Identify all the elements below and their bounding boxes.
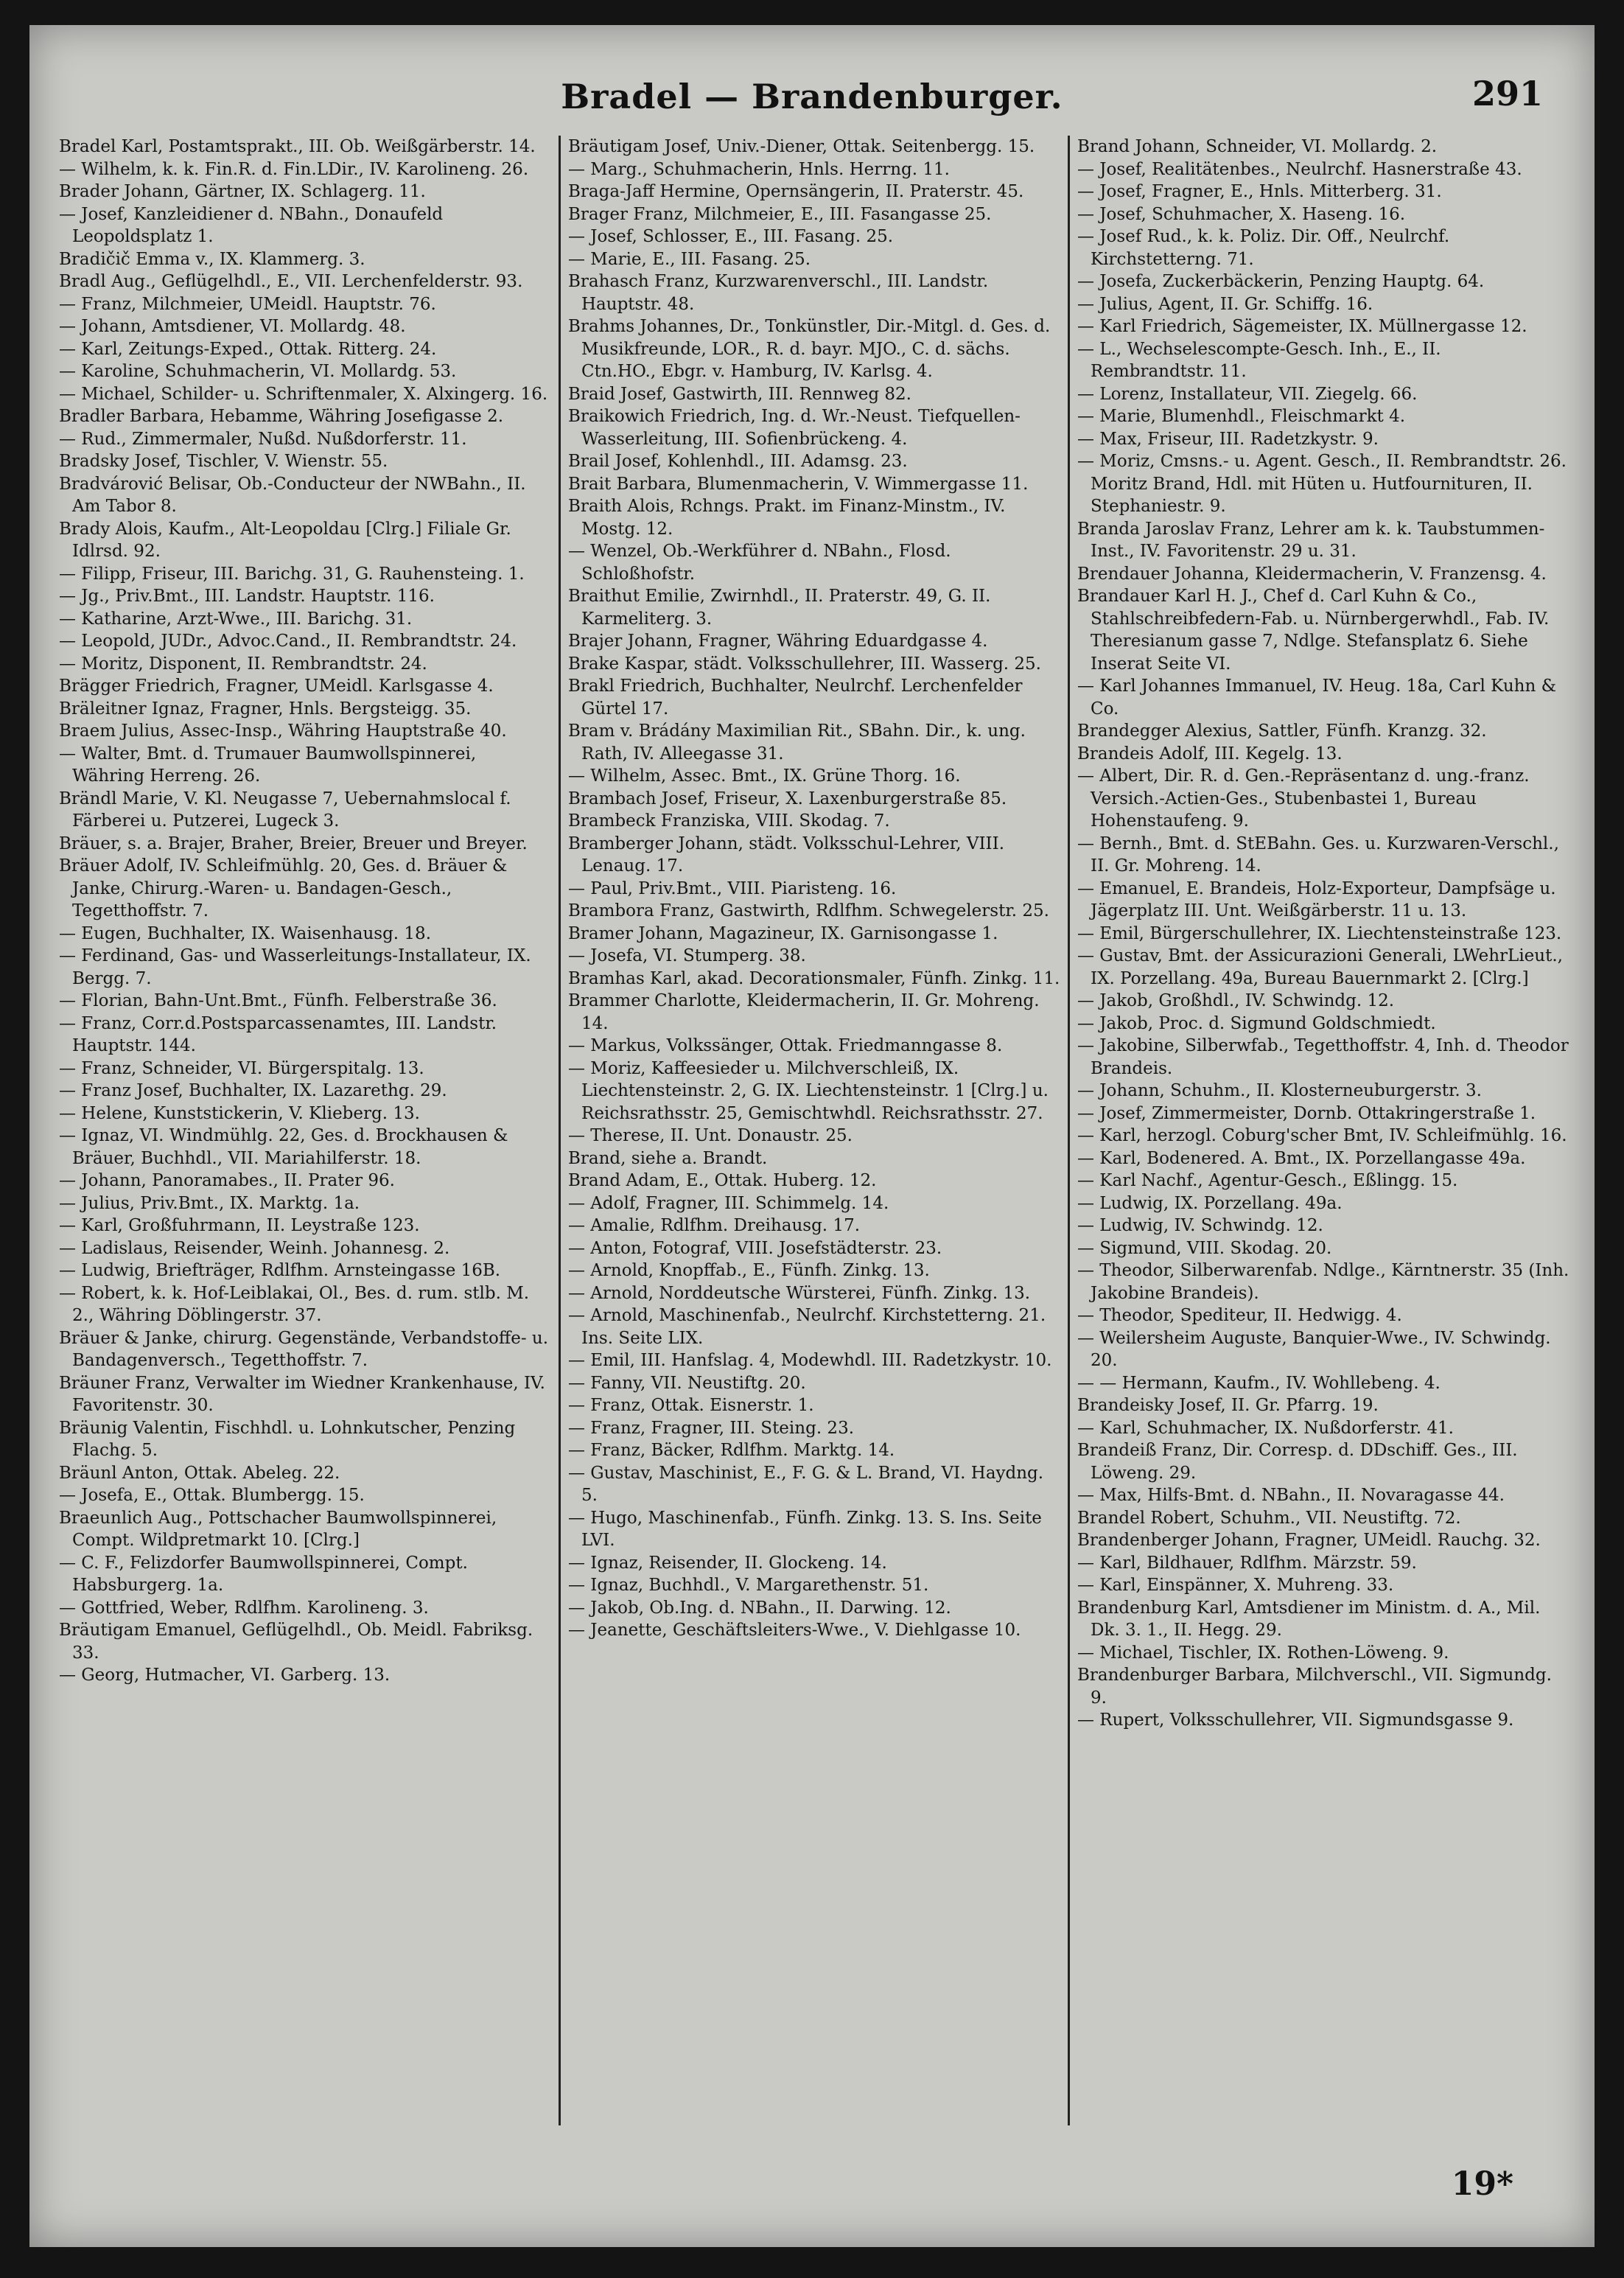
directory-entry: — Ludwig, IX. Porzellang. 49a. [1077, 1193, 1343, 1213]
directory-entry: Brandel Robert, Schuhm., VII. Neustiftg. 72. [1077, 1508, 1461, 1528]
directory-entry: Bräleitner Ignaz, Fragner, Hnls. Bergsteigg. 35. [59, 699, 472, 719]
directory-entry: — Ignaz, Buchhdl., V. Margarethenstr. 51. [568, 1576, 929, 1595]
directory-entry: — Karl, Bodenered. A. Bmt., IX. Porzellangasse 49a. [1077, 1148, 1526, 1168]
column-right [1070, 136, 1577, 2125]
directory-entry: — Albert, Dir. R. d. Gen.-Repräsentanz d. ung.-franz. Versich.-Actien-Ges., Stubenbastei 1, Bureau Hohenstaufeng. 9. [1077, 766, 1530, 831]
directory-entry: — — Hermann, Kaufm., IV. Wohllebeng. 4. [1077, 1373, 1441, 1393]
directory-entry: — Ludwig, IV. Schwindg. 12. [1077, 1216, 1323, 1235]
directory-entry: — Karl, Einspänner, X. Muhreng. 33. [1077, 1576, 1394, 1595]
directory-entry: — Sigmund, VIII. Skodag. 20. [1077, 1238, 1332, 1258]
directory-entry: Bradel Karl, Postamtsprakt., III. Ob. Weißgärberstr. 14. [59, 137, 536, 156]
directory-entry: Brand Johann, Schneider, VI. Mollardg. 2. [1077, 137, 1438, 156]
directory-entry: Brandeiß Franz, Dir. Corresp. d. DDschiff. Ges., III. Löweng. 29. [1077, 1441, 1518, 1483]
directory-entry: — Jg., Priv.Bmt., III. Landstr. Hauptstr. 116. [59, 587, 435, 606]
directory-entry: — Josef Rud., k. k. Poliz. Dir. Off., Neulrchf. Kirchstetterng. 71. [1077, 227, 1450, 269]
directory-entry: Brendauer Johanna, Kleidermacherin, V. Franzensg. 4. [1077, 564, 1547, 584]
directory-entry: — Josef, Zimmermeister, Dornb. Ottakringerstraße 1. [1077, 1103, 1536, 1123]
directory-entry: Braid Josef, Gastwirth, III. Rennweg 82. [568, 384, 911, 404]
directory-entry: — Karoline, Schuhmacherin, VI. Mollardg. 53. [59, 362, 457, 381]
column-middle [561, 136, 1070, 2125]
directory-entry: — Florian, Bahn-Unt.Bmt., Fünfh. Felberstraße 36. [59, 991, 497, 1010]
directory-entry: Brambora Franz, Gastwirth, Rdlfhm. Schwegelerstr. 25. [568, 901, 1049, 920]
directory-entry: — Theodor, Silberwarenfab. Ndlge., Kärntnerstr. 35 (Inh. Jakobine Brandeis). [1077, 1261, 1569, 1303]
directory-entry: — Jakob, Proc. d. Sigmund Goldschmiedt. [1077, 1013, 1436, 1033]
directory-entry: — Michael, Tischler, IX. Rothen-Löweng. 9. [1077, 1643, 1449, 1663]
directory-entry: Braga-Jaff Hermine, Opernsängerin, II. Praterstr. 45. [568, 182, 1024, 201]
directory-entry: Brait Barbara, Blumenmacherin, V. Wimmergasse 11. [568, 474, 1029, 494]
directory-entry: Brady Alois, Kaufm., Alt-Leopoldau [Clrg.] Filiale Gr. Idlrsd. 92. [59, 519, 511, 561]
directory-entry: — Karl, Schuhmacher, IX. Nußdorferstr. 41. [1077, 1418, 1454, 1438]
directory-entry: Bradičič Emma v., IX. Klammerg. 3. [59, 249, 365, 269]
directory-entry: Bräuer & Janke, chirurg. Gegenstände, Verbandstoffe- u. Bandagenversch., Tegetthoffstr. 7. [59, 1328, 549, 1370]
directory-entry: Brahasch Franz, Kurzwarenverschl., III. Landstr. Hauptstr. 48. [568, 272, 989, 314]
directory-entry: — Franz, Milchmeier, UMeidl. Hauptstr. 76. [59, 294, 436, 314]
directory-entry: — Franz, Bäcker, Rdlfhm. Marktg. 14. [568, 1441, 895, 1460]
directory-entry: — Anton, Fotograf, VIII. Josefstädterstr. 23. [568, 1238, 942, 1258]
directory-entry: — Franz, Fragner, III. Steing. 23. [568, 1418, 855, 1438]
directory-entry: — Leopold, JUDr., Advoc.Cand., II. Rembrandtstr. 24. [59, 632, 517, 651]
directory-entry: Braith Alois, Rchngs. Prakt. im Finanz-Minstm., IV. Mostg. 12. [568, 497, 1006, 539]
directory-entry: Brand Adam, E., Ottak. Huberg. 12. [568, 1171, 877, 1190]
directory-entry: Brambeck Franziska, VIII. Skodag. 7. [568, 811, 890, 831]
directory-entry: — L., Wechselescompte-Gesch. Inh., E., II. Rembrandtstr. 11. [1077, 339, 1441, 381]
directory-page [29, 25, 1595, 2247]
directory-entry: — Georg, Hutmacher, VI. Garberg. 13. [59, 1666, 391, 1685]
directory-entry: Bradl Aug., Geflügelhdl., E., VII. Lerchenfelderstr. 93. [59, 272, 523, 291]
directory-entry: — Marie, E., III. Fasang. 25. [568, 249, 811, 269]
directory-entry: — Robert, k. k. Hof-Leiblakai, Ol., Bes. d. rum. stlb. M. 2., Währing Döblingerstr. 37. [59, 1283, 530, 1325]
directory-entry: — Gustav, Bmt. der Assicurazioni Generali, LWehrLieut., IX. Porzellang. 49a, Bureau Bauernmarkt 2. [Clrg.] [1077, 946, 1563, 988]
directory-entry: — Karl Friedrich, Sägemeister, IX. Müllnergasse 12. [1077, 317, 1527, 336]
directory-entry: Bräunl Anton, Ottak. Abeleg. 22. [59, 1463, 340, 1483]
directory-entry: — Karl, Großfuhrmann, II. Leystraße 123. [59, 1216, 420, 1235]
directory-entry: Brader Johann, Gärtner, IX. Schlagerg. 11. [59, 182, 426, 201]
directory-entry: — Rupert, Volksschullehrer, VII. Sigmundsgasse 9. [1077, 1711, 1514, 1730]
directory-entry: — Michael, Schilder- u. Schriftenmaler, X. Alxingerg. 16. [59, 384, 548, 404]
directory-entry: Brandeisky Josef, II. Gr. Pfarrg. 19. [1077, 1396, 1379, 1415]
directory-entry: — Franz, Corr.d.Postsparcassenamtes, III. Landstr. Hauptstr. 144. [59, 1013, 497, 1055]
directory-entry: Bram v. Brádány Maximilian Rit., SBahn. Dir., k. ung. Rath, IV. Alleegasse 31. [568, 722, 1026, 764]
directory-entry: — Josef, Schlosser, E., III. Fasang. 25. [568, 227, 894, 246]
directory-entry: Brandeis Adolf, III. Kegelg. 13. [1077, 744, 1343, 764]
directory-entry: — Wilhelm, Assec. Bmt., IX. Grüne Thorg. 16. [568, 766, 961, 786]
page-header: Bradel — Brandenburger. [561, 77, 1063, 116]
directory-entry: — Johann, Schuhm., II. Klosterneuburgerstr. 3. [1077, 1081, 1482, 1100]
directory-entry: — Karl, Zeitungs-Exped., Ottak. Ritterg. 24. [59, 339, 437, 359]
directory-entry: — Bernh., Bmt. d. StEBahn. Ges. u. Kurzwaren-Verschl., II. Gr. Mohreng. 14. [1077, 834, 1559, 876]
directory-entry: Bramhas Karl, akad. Decorationsmaler, Fünfh. Zinkg. 11. [568, 968, 1060, 988]
directory-entry: — Karl Nachf., Agentur-Gesch., Eßlingg. 15. [1077, 1171, 1458, 1190]
directory-entry: Bramer Johann, Magazineur, IX. Garnisongasse 1. [568, 923, 998, 943]
directory-entry: — Katharine, Arzt-Wwe., III. Barichg. 31. [59, 609, 413, 629]
directory-entry: Braikowich Friedrich, Ing. d. Wr.-Neust. Tiefquellen-Wasserleitung, III. Sofienbrückeng. 4. [568, 407, 1021, 449]
directory-entry: — Wenzel, Ob.-Werkführer d. NBahn., Flosd. Schloßhofstr. [568, 542, 951, 584]
directory-entry: — Jeanette, Geschäftsleiters-Wwe., V. Diehlgasse 10. [568, 1621, 1021, 1640]
directory-entry: — Theodor, Spediteur, II. Hedwigg. 4. [1077, 1306, 1402, 1325]
directory-entry: — Markus, Volkssänger, Ottak. Friedmanngasse 8. [568, 1036, 1003, 1055]
directory-entry: — Karl Johannes Immanuel, IV. Heug. 18a, Carl Kuhn & Co. [1077, 677, 1557, 719]
directory-entry: — Ignaz, VI. Windmühlg. 22, Ges. d. Brockhausen & Bräuer, Buchhdl., VII. Mariahilferstr. 18. [59, 1126, 508, 1168]
directory-entry: — Rud., Zimmermaler, Nußd. Nußdorferstr. 11. [59, 429, 467, 449]
directory-entry: — Jakob, Großhdl., IV. Schwindg. 12. [1077, 991, 1395, 1010]
directory-entry: — Arnold, Knopffab., E., Fünfh. Zinkg. 13. [568, 1261, 930, 1280]
directory-entry: — Julius, Priv.Bmt., IX. Marktg. 1a. [59, 1193, 360, 1213]
page-number: 291 [1471, 74, 1543, 113]
directory-entry: — Ferdinand, Gas- und Wasserleitungs-Installateur, IX. Bergg. 7. [59, 946, 531, 988]
directory-entry: — Johann, Panoramabes., II. Prater 96. [59, 1171, 395, 1190]
directory-entry: — Josefa, E., Ottak. Blumbergg. 15. [59, 1486, 365, 1505]
directory-entry: — Johann, Amtsdiener, VI. Mollardg. 48. [59, 317, 406, 336]
directory-entry: Brandenburger Barbara, Milchverschl., VII. Sigmundg. 9. [1077, 1666, 1552, 1708]
directory-entry: — Emil, III. Hanfslag. 4, Modewhdl. III. Radetzkystr. 10. [568, 1351, 1052, 1370]
directory-entry: — Moriz, Kaffeesieder u. Milchverschleiß, IX. Liechtensteinstr. 2, G. IX. Liechtensteinstr. 1 [Clrg.] u. Reichsrathsstr. 25, Gemischtwhdl. Reichsrathsstr. 27. [568, 1058, 1049, 1123]
directory-entry: Brammer Charlotte, Kleidermacherin, II. Gr. Mohreng. 14. [568, 991, 1040, 1033]
directory-entry: — Jakobine, Silberwfab., Tegetthoffstr. 4, Inh. d. Theodor Brandeis. [1077, 1036, 1569, 1078]
directory-entry: — Josefa, VI. Stumperg. 38. [568, 946, 806, 965]
directory-entry: — Moritz, Disponent, II. Rembrandtstr. 24. [59, 654, 427, 674]
directory-entry: — Karl, herzogl. Coburg'scher Bmt, IV. Schleifmühlg. 16. [1077, 1126, 1567, 1145]
directory-entry: — Josef, Schuhmacher, X. Haseng. 16. [1077, 204, 1406, 224]
directory-entry: — Wilhelm, k. k. Fin.R. d. Fin.LDir., IV. Karolineng. 26. [59, 159, 529, 179]
directory-entry: — Arnold, Norddeutsche Würsterei, Fünfh. Zinkg. 13. [568, 1283, 1031, 1303]
directory-entry: Brakl Friedrich, Buchhalter, Neulrchf. Lerchenfelder Gürtel 17. [568, 677, 1023, 719]
directory-entry: — Marg., Schuhmacherin, Hnls. Herrng. 11. [568, 159, 950, 179]
directory-entry: Bräuer Adolf, IV. Schleifmühlg. 20, Ges. d. Bräuer & Janke, Chirurg.-Waren- u. Bandagen-Gesch., Tegetthoffstr. 7. [59, 856, 508, 920]
directory-entry: Brager Franz, Milchmeier, E., III. Fasangasse 25. [568, 204, 992, 224]
directory-entry: Bräuer, s. a. Brajer, Braher, Breier, Breuer und Breyer. [59, 834, 528, 853]
directory-entry: Bräunig Valentin, Fischhdl. u. Lohnkutscher, Penzing Flachg. 5. [59, 1418, 516, 1460]
directory-entry: Brahms Johannes, Dr., Tonkünstler, Dir.-Mitgl. d. Ges. d. Musikfreunde, LOR., R. d. bayr. MJO., C. d. sächs. Ctn.HO., Ebgr. v. Hamburg, IV. Karlsg. 4. [568, 317, 1051, 381]
directory-entry: Brambach Josef, Friseur, X. Laxenburgerstraße 85. [568, 789, 1007, 808]
directory-entry: — Moriz, Cmsns.- u. Agent. Gesch., II. Rembrandtstr. 26. Moritz Brand, Hdl. mit Hüten u. Hutfournituren, II. Stephaniestr. 9. [1077, 452, 1567, 516]
directory-entry: — Emil, Bürgerschullehrer, IX. Liechtensteinstraße 123. [1077, 923, 1562, 943]
directory-entry: Brandenburg Karl, Amtsdiener im Ministm. d. A., Mil. Dk. 3. 1., II. Hegg. 29. [1077, 1598, 1541, 1640]
directory-entry: — Franz, Schneider, VI. Bürgerspitalg. 13. [59, 1058, 424, 1078]
directory-entry: — C. F., Felizdorfer Baumwollspinnerei, Compt. Habsburgerg. 1a. [59, 1553, 468, 1595]
directory-entry: Brail Josef, Kohlenhdl., III. Adamsg. 23. [568, 452, 908, 471]
directory-entry: — Fanny, VII. Neustiftg. 20. [568, 1373, 806, 1393]
directory-entry: — Eugen, Buchhalter, IX. Waisenhausg. 18. [59, 923, 432, 943]
directory-entry: — Ladislaus, Reisender, Weinh. Johannesg. 2. [59, 1238, 450, 1258]
directory-entry: — Lorenz, Installateur, VII. Ziegelg. 66. [1077, 384, 1418, 404]
directory-entry: — Josef, Kanzleidiener d. NBahn., Donaufeld Leopoldsplatz 1. [59, 204, 444, 246]
directory-entry: — Filipp, Friseur, III. Barichg. 31, G. Rauhensteing. 1. [59, 564, 525, 584]
directory-entry: — Josef, Fragner, E., Hnls. Mitterberg. 31. [1077, 182, 1442, 201]
signature-mark: 19* [1451, 2165, 1513, 2203]
directory-entry: Bräutigam Josef, Univ.-Diener, Ottak. Seitenbergg. 15. [568, 137, 1035, 156]
directory-entry: Braem Julius, Assec-Insp., Währing Hauptstraße 40. [59, 722, 507, 741]
directory-entry: Brägger Friedrich, Fragner, UMeidl. Karlsgasse 4. [59, 677, 494, 696]
directory-entry: — Max, Hilfs-Bmt. d. NBahn., II. Novaragasse 44. [1077, 1486, 1505, 1505]
directory-entry: — Franz Josef, Buchhalter, IX. Lazarethg. 29. [59, 1081, 447, 1100]
directory-entry: — Jakob, Ob.Ing. d. NBahn., II. Darwing. 12. [568, 1598, 951, 1618]
directory-entry: — Marie, Blumenhdl., Fleischmarkt 4. [1077, 407, 1406, 426]
directory-entry: Bräuner Franz, Verwalter im Wiedner Krankenhause, IV. Favoritenstr. 30. [59, 1373, 545, 1415]
directory-entry: — Karl, Bildhauer, Rdlfhm. Märzstr. 59. [1077, 1553, 1417, 1573]
directory-entry: — Amalie, Rdlfhm. Dreihausg. 17. [568, 1216, 861, 1235]
directory-entry: — Gustav, Maschinist, E., F. G. & L. Brand, VI. Haydng. 5. [568, 1463, 1044, 1505]
directory-entry: Bradler Barbara, Hebamme, Währing Josefigasse 2. [59, 407, 504, 426]
directory-entry: Bradsky Josef, Tischler, V. Wienstr. 55. [59, 452, 388, 471]
directory-entry: Branda Jaroslav Franz, Lehrer am k. k. Taubstummen-Inst., IV. Favoritenstr. 29 u. 31. [1077, 519, 1545, 561]
directory-columns [52, 136, 1577, 2125]
directory-entry: — Franz, Ottak. Eisnerstr. 1. [568, 1396, 814, 1415]
column-left [52, 136, 561, 2125]
directory-entry: — Julius, Agent, II. Gr. Schiffg. 16. [1077, 294, 1373, 314]
directory-entry: Braithut Emilie, Zwirnhdl., II. Praterstr. 49, G. II. Karmeliterg. 3. [568, 587, 991, 629]
directory-entry: — Adolf, Fragner, III. Schimmelg. 14. [568, 1193, 889, 1213]
directory-entry: — Gottfried, Weber, Rdlfhm. Karolineng. 3. [59, 1598, 429, 1618]
directory-entry: — Emanuel, E. Brandeis, Holz-Exporteur, Dampfsäge u. Jägerplatz III. Unt. Weißgärberstr. 11 u. 13. [1077, 878, 1556, 920]
directory-entry: — Weilersheim Auguste, Banquier-Wwe., IV. Schwindg. 20. [1077, 1328, 1551, 1370]
directory-entry: — Hugo, Maschinenfab., Fünfh. Zinkg. 13. S. Ins. Seite LVI. [568, 1508, 1042, 1550]
directory-entry: — Walter, Bmt. d. Trumauer Baumwollspinnerei, Währing Herreng. 26. [59, 744, 477, 786]
directory-entry: — Max, Friseur, III. Radetzkystr. 9. [1077, 429, 1379, 449]
directory-entry: — Paul, Priv.Bmt., VIII. Piaristeng. 16. [568, 878, 897, 898]
directory-entry: Bräutigam Emanuel, Geflügelhdl., Ob. Meidl. Fabriksg. 33. [59, 1621, 533, 1663]
directory-entry: Brandenberger Johann, Fragner, UMeidl. Rauchg. 32. [1077, 1531, 1541, 1550]
directory-entry: — Josef, Realitätenbes., Neulrchf. Hasnerstraße 43. [1077, 159, 1522, 179]
directory-entry: — Arnold, Maschinenfab., Neulrchf. Kirchstetterng. 21. Ins. Seite LIX. [568, 1306, 1046, 1348]
directory-entry: Brajer Johann, Fragner, Währing Eduardgasse 4. [568, 632, 988, 651]
directory-entry: Brake Kaspar, städt. Volksschullehrer, III. Wasserg. 25. [568, 654, 1041, 674]
directory-entry: Braeunlich Aug., Pottschacher Baumwollspinnerei, Compt. Wildpretmarkt 10. [Clrg.] [59, 1508, 497, 1550]
directory-entry: Brandegger Alexius, Sattler, Fünfh. Kranzg. 32. [1077, 722, 1487, 741]
directory-entry: — Therese, II. Unt. Donaustr. 25. [568, 1126, 853, 1145]
directory-entry: — Helene, Kunststickerin, V. Klieberg. 13. [59, 1103, 420, 1123]
directory-entry: Brand, siehe a. Brandt. [568, 1148, 768, 1168]
directory-entry: — Ludwig, Briefträger, Rdlfhm. Arnsteingasse 16B. [59, 1261, 501, 1280]
directory-entry: Brändl Marie, V. Kl. Neugasse 7, Uebernahmslocal f. Färberei u. Putzerei, Lugeck 3. [59, 789, 511, 831]
directory-entry: Bradvárović Belisar, Ob.-Conducteur der NWBahn., II. Am Tabor 8. [59, 474, 526, 516]
directory-entry: Brandauer Karl H. J., Chef d. Carl Kuhn & Co., Stahlschreibfedern-Fab. u. Nürnbergerwhdl., Fab. IV. Theresianum gasse 7, Ndlge. Stefansplatz 6. Siehe Inserat Seite VI. [1077, 587, 1550, 674]
directory-entry: Bramberger Johann, städt. Volksschul-Lehrer, VIII. Lenaug. 17. [568, 834, 1005, 876]
directory-entry: — Ignaz, Reisender, II. Glockeng. 14. [568, 1553, 887, 1573]
directory-entry: — Josefa, Zuckerbäckerin, Penzing Hauptg. 64. [1077, 272, 1485, 291]
